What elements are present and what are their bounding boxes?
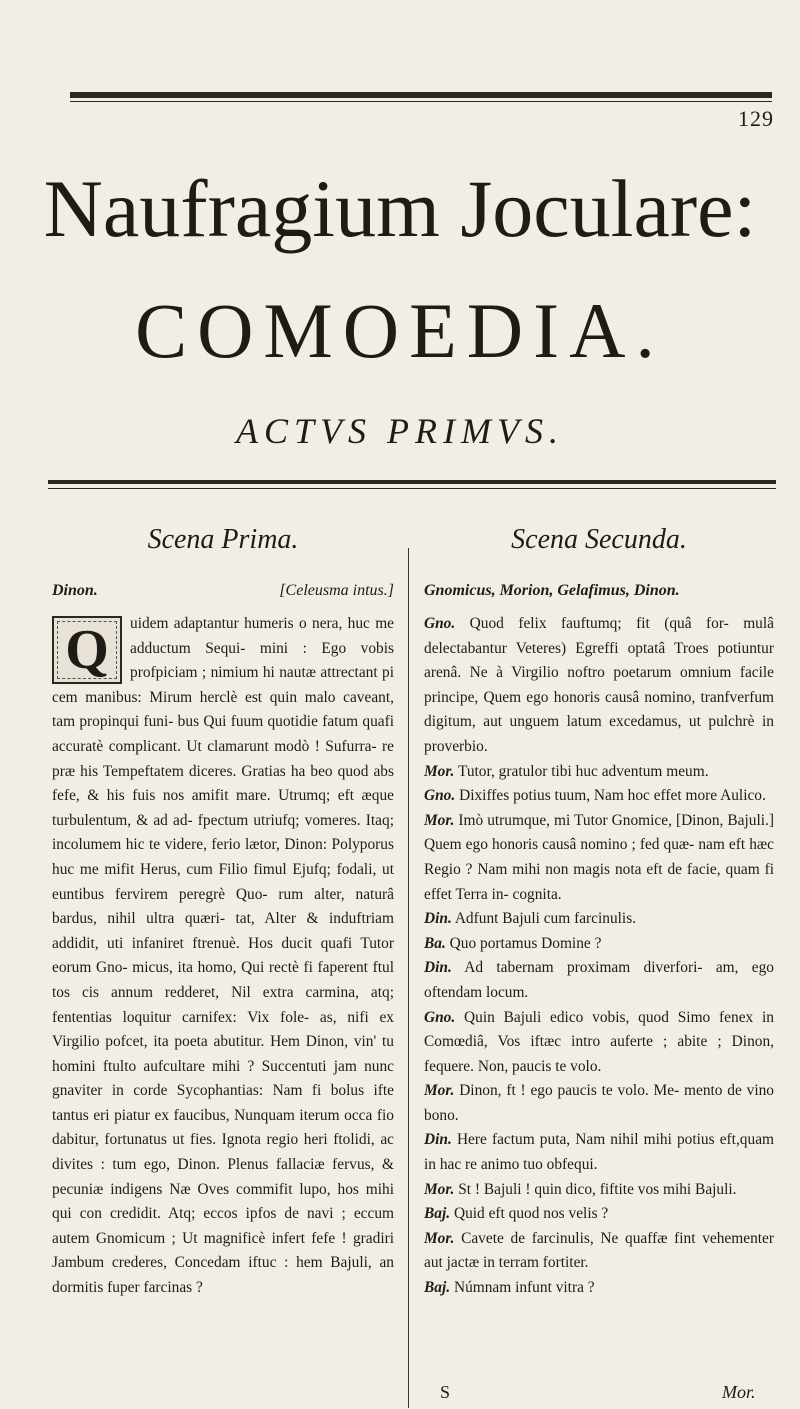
scene-title-right: Scena Secunda. [511,524,687,555]
dialogue-line [424,1202,774,1227]
dialogue-line [424,1276,774,1301]
top-rule [70,92,772,98]
page-number: 129 [738,106,774,131]
dialogue-line [424,612,774,760]
play-title: Naufragium Joculare: [43,163,757,254]
dialogue-line [424,932,774,957]
speaker-abbrev: Din. [424,910,452,928]
dialogue-line [424,956,774,1005]
genre-title: COMOEDIA. [135,287,665,374]
dropcap-letter: Q [65,619,109,681]
dialogue [424,612,774,1301]
speaker-abbrev: Din. [424,959,452,977]
dropcap-ornament [52,616,122,684]
speech-text: Ad tabernam proximam diverfori- am, ego oftendam locum. [424,959,774,1001]
speech-text: Imò utrumque, mi Tutor Gnomice, [Dinon, Bajuli.] Quem ego honoris causâ nomino ; fed quæ- nam eft hæc Regio ? Nam mihi non magis nota eft de facie, quam fi effet Terra in- cognita. [424,811,774,903]
speaker-abbrev: Mor. [424,1180,455,1198]
speaker-abbrev: Gno. [424,1008,456,1026]
speech-text: Adfunt Bajuli cum farcinulis. [454,910,637,928]
speaker-abbrev: Gno. [424,787,456,805]
dialogue-line [424,1079,774,1128]
dialogue-line [424,1178,774,1203]
speaker-abbrev: Baj. [424,1279,451,1297]
dialogue-line [424,784,774,809]
column-divider [408,548,409,1408]
right-column [424,500,774,1301]
dramatis-personae: Gnomicus, Morion, Gelafimus, Dinon. [424,582,680,599]
speaker-abbrev: Baj. [424,1205,451,1223]
speaker-abbrev: Gno. [424,615,456,632]
dialogue-line [424,1227,774,1276]
speech-text: St ! Bajuli ! quin dico, fiftite vos mihi Bajuli. [458,1180,737,1198]
speaker-abbrev: Mor. [424,762,455,780]
monologue [52,612,394,1301]
speaker-abbrev: Mor. [424,1082,455,1100]
speech-text: Tutor, gratulor tibi huc adventum meum. [457,762,709,780]
top-rule-thin [70,101,772,102]
stage-direction: [Celeusma intus.] [279,582,394,599]
speech-text: Númnam infunt vitra ? [453,1279,595,1297]
speech-text: Quo portamus Domine ? [449,934,602,952]
speaker-name: Dinon. [52,582,98,599]
monologue-text: uidem adaptantur humeris o nera, huc me adductum Sequi- mini : Ego vobis profpiciam ; nimium hi nautæ attrectant pi cem manibus: Mirum herclè est quin malo caveant, tam propinqui funi- bus Qui fuum quotidie fatum quafi accuratè complicant. Ut clamarunt modò ! Sufurra- re præ his Tempeftatem diceres. Gratias ha beo quod abs fefe, & his fuis nos amifit mare. Utrumq; eft æque turbulentum, & ad ad- fpectum utriufq; vomeres. Itaq; incolumem hic te videre, ferio lætor, Dinon: Polyporus huc me mifit Herus, cum Filio fimul Ejufq; fodali, ut euntibus fervirem peregrè Quo- rum alter, naturâ bardus, nihil ultra quæri- tat, Alter & induftriam addidit, uti infaniret ftrenuè. Hos ducit quafi Tutor eorum Gno- micus, ita homo, Qui rectè fi faperent ftul tos cis annum redderet, Nil extra carmina, atq; fententias loquitur carnifex: Vix fole- as, nifi ex Virgilio pofcet, ita poeta abutitur. Hem Dinon, vin' tu homini ftulto aufcultare mihi ? Succentuti jam nunc gnaviter in corde Sycophantias: Nam fi bolus ifte tantus eri piatur ex faucibus, Nunquam iterum occa fio dabitur, fortunatus ut fies. Ignota regio heri ftolidi, ac divites : tum ego, Dinon. Plenus fallaciæ fervus, & pecuniæ indigens Næ Oves commifit lupo, hos mihi qui con credidit. Atq; eccos ipfos de navi ; eccum autem Gnomicum ; Ut magnificè infert fefe ! gradiri Jambum crederes, Concedam iftuc : hem Bajuli, an dormitis fuper farcinas ? [52,615,394,1297]
speaker-abbrev: Din. [424,1131,452,1149]
signature-mark: S [440,1382,451,1402]
speech-text: Dinon, ft ! ego paucis te volo. Me- mento de vino bono. [424,1082,774,1124]
left-column [52,500,394,1301]
catchword: Mor. [722,1382,756,1402]
speech-text: Here factum puta, Nam nihil mihi potius eft,quam in hac re animo tuo obfequi. [424,1131,774,1174]
section-rule [48,480,776,484]
speech-text: Quid eft quod nos velis ? [453,1205,609,1223]
dialogue-line [424,907,774,932]
speech-text: Dixiffes potius tuum, Nam hoc effet more Aulico. [459,787,766,805]
act-heading: ACTVS PRIMVS. [236,411,564,451]
dialogue-line [424,1128,774,1177]
speech-text: Quod felix fauftumq; fit (quâ for- mulâ delectabantur Veteres) Egreffi optatâ Troes potiuntur arenâ. Ne à Virgilio noftro poetarum omnium facile principe, Quem ego honoris causâ nomino, tranfverfum digitum, aut unguem latum excedamus, ut pulchrè in proverbio. [424,615,774,755]
speaker-abbrev: Mor. [424,811,455,829]
speaker-abbrev: Mor. [424,1229,455,1247]
dialogue-line [424,760,774,785]
speech-text: Cavete de farcinulis, Ne quaffæ fint vehementer aut jactæ in terram fortiter. [424,1229,774,1272]
speaker-line [52,582,394,600]
dialogue-line [424,1006,774,1080]
dialogue-line [424,809,774,907]
speech-text: Quin Bajuli edico vobis, quod Simo fenex in Comœdiâ, Vos iftæc intro auferte ; abite ; Dinon, fequere. Non, paucis te volo. [424,1008,774,1075]
section-rule-thin [48,488,776,489]
speaker-abbrev: Ba. [424,934,446,952]
scene-title-left: Scena Prima. [147,524,299,555]
